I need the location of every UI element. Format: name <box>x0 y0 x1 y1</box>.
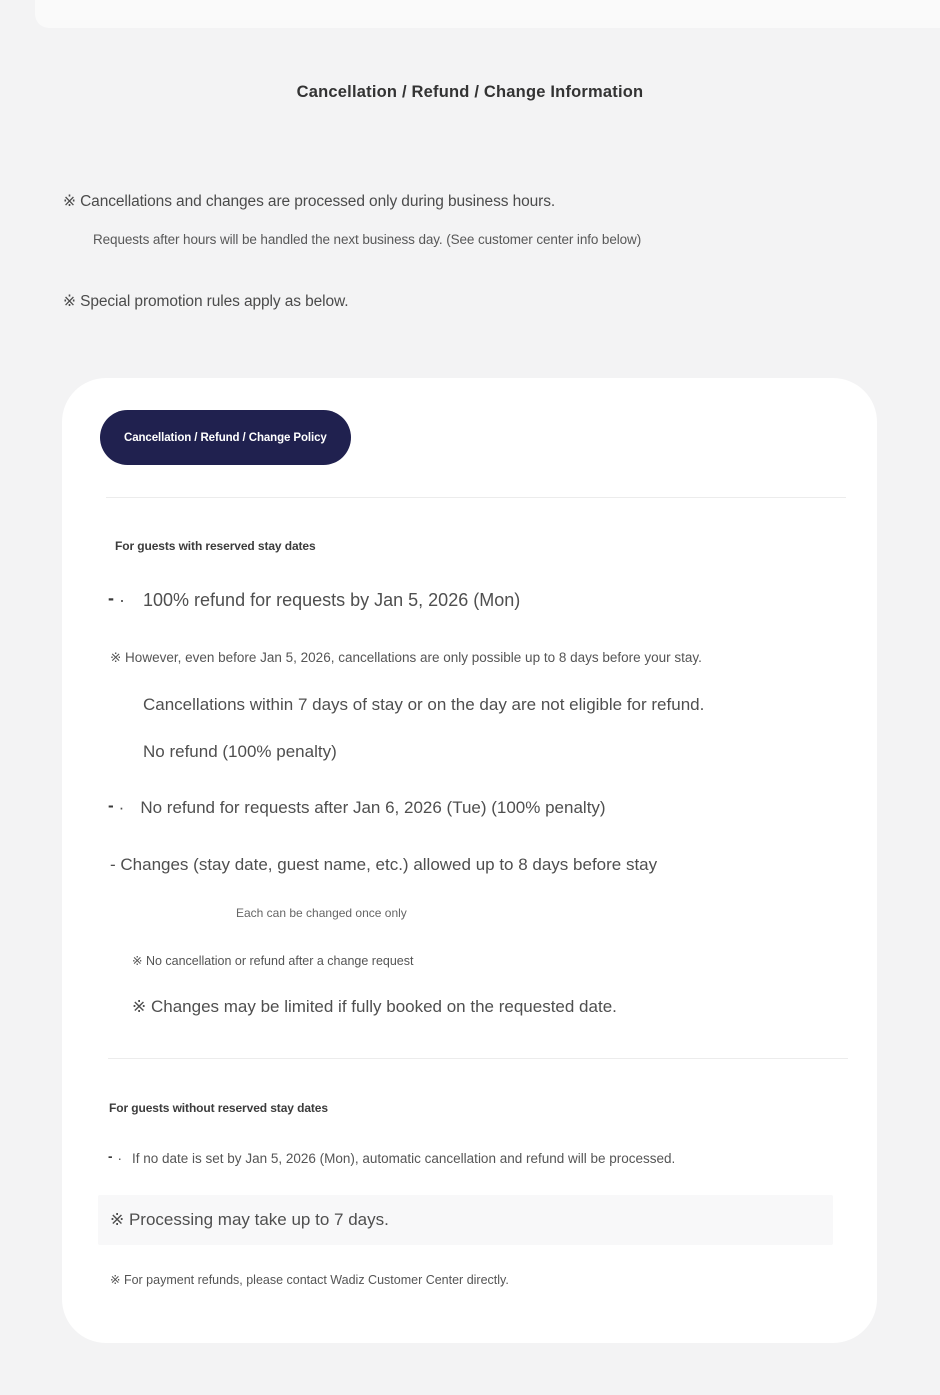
page-title: Cancellation / Refund / Change Information <box>296 83 644 101</box>
note-within-7-days: Cancellations within 7 days of stay or on the day are not eligible for refund. <box>143 695 705 714</box>
policy-badge: Cancellation / Refund / Change Policy <box>100 410 351 465</box>
divider <box>108 1058 848 1059</box>
section-heading-unreserved: For guests without reserved stay dates <box>109 1101 328 1115</box>
policy-card <box>62 378 877 1343</box>
dot-bullet-icon: · <box>117 1151 122 1166</box>
list-item-changes-allowed: - Changes (stay date, guest name, etc.) allowed up to 8 days before stay <box>110 855 658 874</box>
list-item-text: If no date is set by Jan 5, 2026 (Mon), automatic cancellation and refund will be processed. <box>132 1151 676 1166</box>
note-no-refund-penalty: No refund (100% penalty) <box>143 742 337 761</box>
divider <box>106 497 846 498</box>
dash-bullet-icon: - <box>108 1149 113 1164</box>
note-however: ※ However, even before Jan 5, 2026, cancellations are only possible up to 8 days before your stay. <box>110 650 702 665</box>
note-wadiz-customer-center: ※ For payment refunds, please contact Wadiz Customer Center directly. <box>110 1273 509 1287</box>
dash-bullet-icon: - <box>108 796 114 815</box>
list-item-auto-cancel <box>108 1151 675 1166</box>
intro-note-after-hours: Requests after hours will be handled the next business day. (See customer center info below) <box>93 232 642 247</box>
list-item-text: No refund for requests after Jan 6, 2026 (Tue) (100% penalty) <box>140 798 606 817</box>
list-item-text: 100% refund for requests by Jan 5, 2026 (Mon) <box>143 590 521 610</box>
list-item-no-refund-after <box>108 798 606 818</box>
intro-note-special-rules: ※ Special promotion rules apply as below. <box>63 293 349 310</box>
previous-card-bottom-edge <box>35 0 940 28</box>
note-processing-time: ※ Processing may take up to 7 days. <box>98 1195 833 1245</box>
intro-note-business-hours: ※ Cancellations and changes are processed only during business hours. <box>63 193 556 210</box>
dot-bullet-icon: · <box>118 798 125 817</box>
list-item-full-refund <box>108 590 520 611</box>
note-no-cancel-after-change: ※ No cancellation or refund after a change request <box>132 954 414 968</box>
note-once-only: Each can be changed once only <box>236 906 407 920</box>
dot-bullet-icon: · <box>119 590 125 610</box>
section-heading-reserved: For guests with reserved stay dates <box>115 539 316 553</box>
dash-bullet-icon: - <box>108 588 114 608</box>
note-fully-booked: ※ Changes may be limited if fully booked on the requested date. <box>132 997 617 1016</box>
